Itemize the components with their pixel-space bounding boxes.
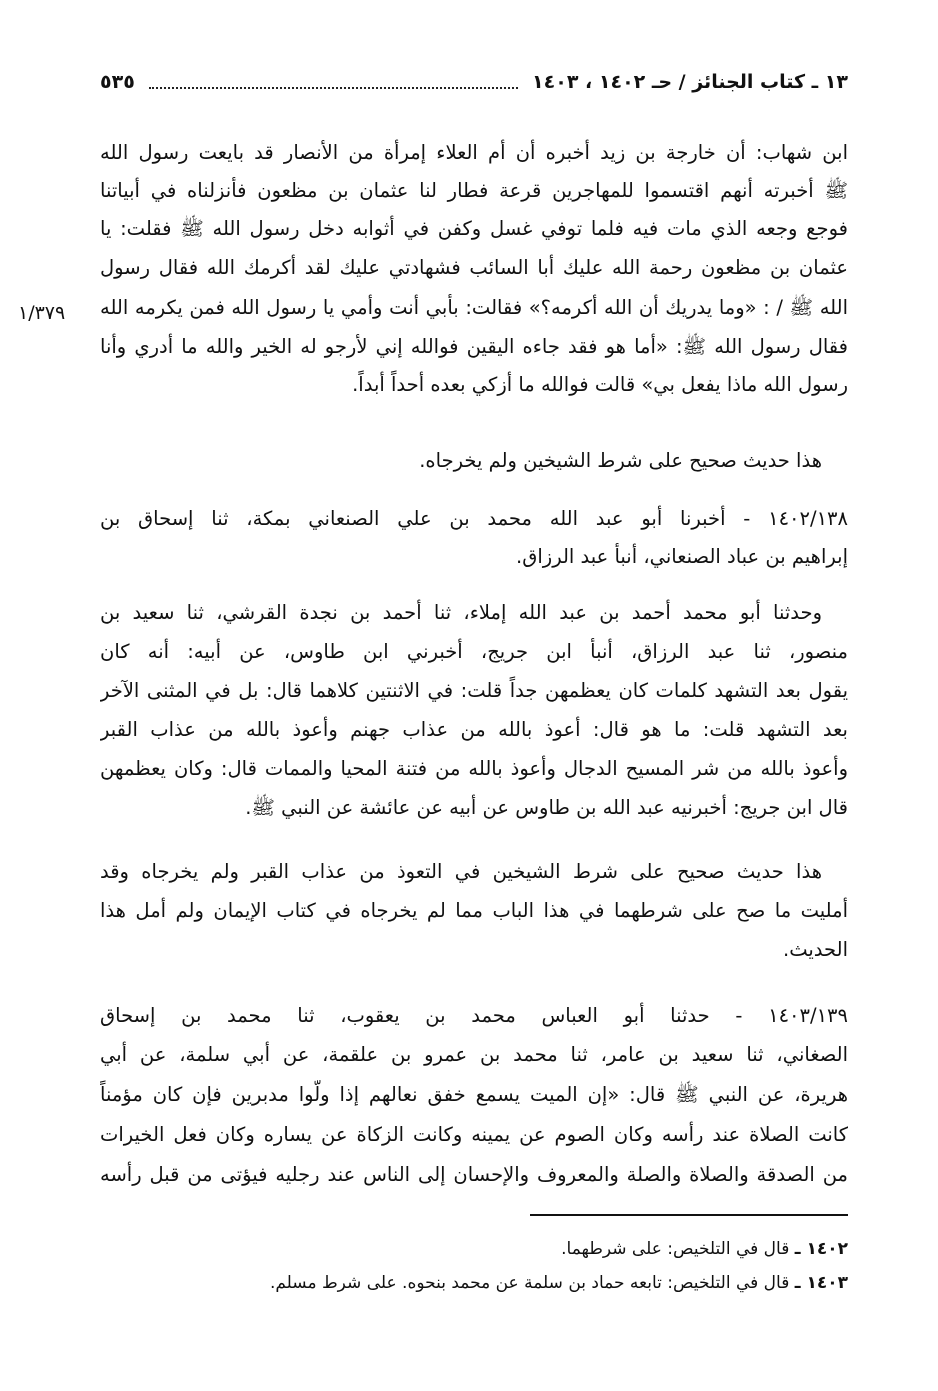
text-line: هذا حديث صحيح على شرط الشيخين ولم يخرجاه. xyxy=(419,449,822,472)
footnote-number: ١٤٠٢ ـ xyxy=(794,1239,848,1259)
page-number: ٥٣٥ xyxy=(100,71,135,93)
text-line: ﷺ أخبرته أنهم اقتسموا للمهاجرين قرعة فطار لنا عثمان بن مظعون فأنزلناه في أبياتنا xyxy=(100,179,848,202)
text-line: قال ابن جريج: أخبرنيه عبد الله بن طاوس عن أبيه عن عائشة عن النبي ﷺ. xyxy=(245,796,848,819)
footnote-number: ١٤٠٣ ـ xyxy=(794,1273,848,1293)
footnote-text: قال في التلخيص: تابعه حماد بن سلمة عن محمد بنحوه. على شرط مسلم. xyxy=(269,1273,790,1293)
running-header xyxy=(100,62,848,102)
text-line: رسول الله ماذا يفعل بي» قالت فوالله ما أزكي بعده أحداً أبداً. xyxy=(352,373,848,396)
text-line: فوجع وجعه الذي مات فيه فلما توفي غسل وكفن في أثوابه دخل رسول الله ﷺ فقلت: يا xyxy=(100,217,848,240)
text-line: الله ﷺ / : «وما يدريك أن الله أكرمه؟» فقالت: بأبي أنت وأمي يا رسول الله فمن يكرمه الله xyxy=(100,296,848,319)
text-line: الحديث. xyxy=(783,938,848,961)
text-line: هريرة، عن النبي ﷺ قال: «إن الميت يسمع خفق نعالهم إذا ولّوا مدبرين فإن كان مؤمناً xyxy=(100,1083,848,1106)
text-line: أمليت ما صح على شرطهما في هذا الباب مما لم يخرجاه في كتاب الإيمان ولم أمل هذا xyxy=(100,899,848,922)
text-line: هذا حديث صحيح على شرط الشيخين في التعوذ من عذاب القبر ولم يخرجاه وقد xyxy=(100,860,822,883)
margin-reference: ١/٣٧٩ xyxy=(18,302,66,324)
text-line: كانت الصلاة عند رأسه وكان الصوم عن يمينه وكانت الزكاة عن يساره وكان فعل الخيرات xyxy=(100,1123,848,1146)
text-line: فقال رسول الله ﷺ: «أما هو فقد جاءه اليقين فوالله إني لأرجو له الخير والله ما أدري وأنا xyxy=(100,335,848,358)
text-line: إبراهيم بن عباد الصنعاني، أنبأ عبد الرزاق. xyxy=(516,545,848,568)
hadith-number-line: ١٤٠٣/١٣٩ - حدثنا أبو العباس محمد بن يعقوب، ثنا محمد بن إسحاق xyxy=(100,1004,848,1027)
footnote-1402 xyxy=(100,1236,848,1262)
text-line: منصور، ثنا عبد الرزاق، أنبأ ابن جريج، أخبرني ابن طاوس، عن أبيه: أنه كان xyxy=(100,640,848,663)
text-line: من الصدقة والصلاة والصلة والمعروف والإحسان إلى الناس عند رجليه فيؤتى من قبل رأسه xyxy=(100,1163,848,1186)
text-line: يقول بعد التشهد كلمات كان يعظمهن جداً قلت: في الاثنتين كلاهما قال: بل في المثنى الآخر xyxy=(100,679,848,702)
text-line: الصغاني، ثنا سعيد بن عامر، ثنا محمد بن عمرو بن علقمة، عن أبي سلمة، عن أبي xyxy=(100,1043,848,1066)
text-line: عثمان بن مظعون رحمة الله عليك أبا السائب فشهادتي عليك لقد أكرمك الله فقال رسول xyxy=(100,256,848,279)
text-line: وحدثنا أبو محمد أحمد بن عبد الله إملاء، ثنا أحمد بن نجدة القرشي، ثنا سعيد بن xyxy=(100,601,822,624)
text-line: بعد التشهد قلت: ما هو قال: أعوذ بالله من عذاب جهنم وأعوذ بالله من عذاب القبر xyxy=(100,718,848,741)
text-line: وأعوذ بالله من شر المسيح الدجال وأعوذ بالله من فتنة المحيا والممات قال: وكان يعظمهن xyxy=(100,757,848,780)
footnote-separator xyxy=(530,1214,848,1216)
header-dot-leader xyxy=(149,87,518,89)
footnote-text: قال في التلخيص: على شرطهما. xyxy=(561,1239,790,1259)
footnote-1403 xyxy=(100,1270,848,1296)
hadith-number-line: ١٤٠٢/١٣٨ - أخبرنا أبو عبد الله محمد بن علي الصنعاني بمكة، ثنا إسحاق بن xyxy=(100,507,848,530)
header-title: ١٣ ـ كتاب الجنائز / حـ ١٤٠٢ ، ١٤٠٣ xyxy=(532,71,848,93)
text-line: ابن شهاب: أن خارجة بن زيد أخبره أن أم العلاء إمرأة من الأنصار قد بايعت رسول الله xyxy=(100,141,848,164)
